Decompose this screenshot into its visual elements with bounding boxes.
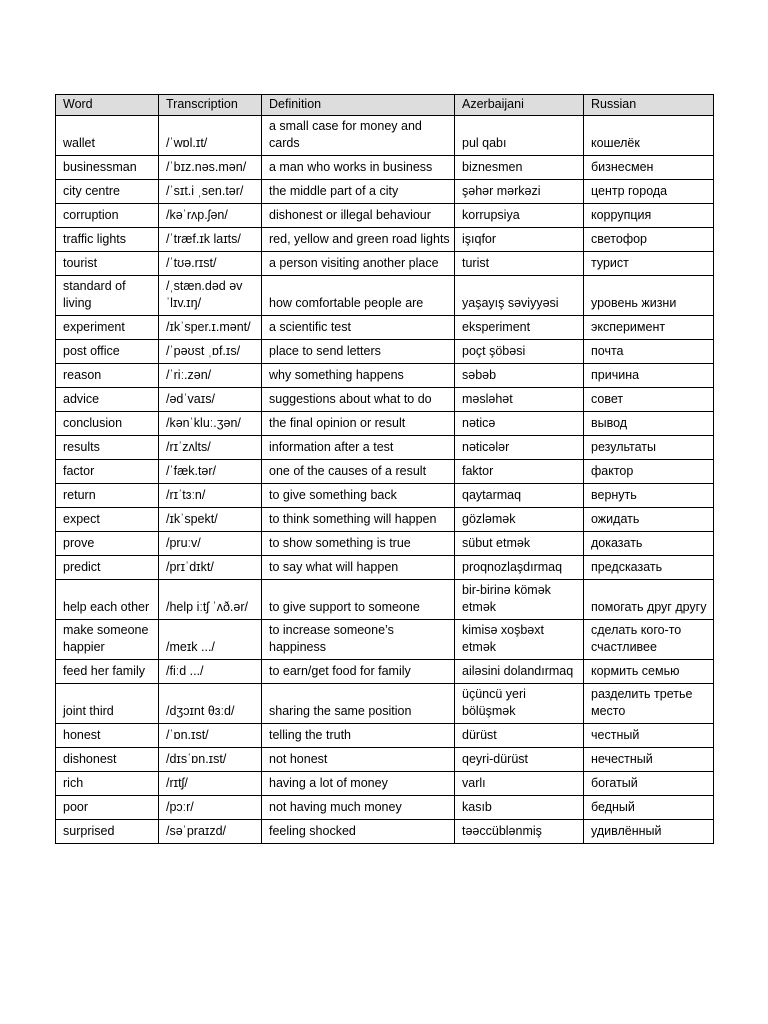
- table-row: [56, 772, 714, 796]
- cell-transcription: /rɪˈzʌlts/: [159, 436, 262, 460]
- table-row: [56, 796, 714, 820]
- cell-definition: why something happens: [262, 364, 455, 388]
- cell-russian: нечестный: [584, 748, 714, 772]
- cell-word: post office: [56, 340, 159, 364]
- cell-definition: to say what will happen: [262, 556, 455, 580]
- cell-azerbaijani: eksperiment: [455, 316, 584, 340]
- cell-russian: разделить третье место: [584, 684, 714, 724]
- cell-azerbaijani: işıqfor: [455, 228, 584, 252]
- cell-definition: to show something is true: [262, 532, 455, 556]
- header-russian: Russian: [584, 95, 714, 116]
- table-row: [56, 316, 714, 340]
- cell-word: expect: [56, 508, 159, 532]
- cell-definition: feeling shocked: [262, 820, 455, 844]
- cell-definition: having a lot of money: [262, 772, 455, 796]
- cell-word: city centre: [56, 180, 159, 204]
- cell-azerbaijani: varlı: [455, 772, 584, 796]
- cell-azerbaijani: biznesmen: [455, 156, 584, 180]
- table-row: [56, 364, 714, 388]
- cell-azerbaijani: nəticələr: [455, 436, 584, 460]
- cell-russian: коррупция: [584, 204, 714, 228]
- cell-azerbaijani: məsləhət: [455, 388, 584, 412]
- table-row: [56, 748, 714, 772]
- table-row: [56, 724, 714, 748]
- cell-transcription: /rɪˈtɜːn/: [159, 484, 262, 508]
- cell-word: honest: [56, 724, 159, 748]
- cell-russian: почта: [584, 340, 714, 364]
- cell-russian: эксперимент: [584, 316, 714, 340]
- cell-azerbaijani: təəccüblənmiş: [455, 820, 584, 844]
- cell-azerbaijani: bir-birinə kömək etmək: [455, 580, 584, 620]
- cell-word: results: [56, 436, 159, 460]
- cell-word: tourist: [56, 252, 159, 276]
- cell-transcription: /ˈtræf.ɪk laɪts/: [159, 228, 262, 252]
- cell-word: reason: [56, 364, 159, 388]
- cell-russian: бедный: [584, 796, 714, 820]
- cell-word: corruption: [56, 204, 159, 228]
- cell-azerbaijani: gözləmək: [455, 508, 584, 532]
- cell-definition: to give support to someone: [262, 580, 455, 620]
- cell-azerbaijani: ailəsini dolandırmaq: [455, 660, 584, 684]
- cell-russian: предсказать: [584, 556, 714, 580]
- cell-russian: турист: [584, 252, 714, 276]
- cell-definition: a scientific test: [262, 316, 455, 340]
- cell-russian: уровень жизни: [584, 276, 714, 316]
- table-row: [56, 228, 714, 252]
- cell-word: standard of living: [56, 276, 159, 316]
- cell-russian: фактор: [584, 460, 714, 484]
- table-row: [56, 532, 714, 556]
- cell-word: factor: [56, 460, 159, 484]
- cell-word: businessman: [56, 156, 159, 180]
- cell-azerbaijani: korrupsiya: [455, 204, 584, 228]
- cell-russian: кормить семью: [584, 660, 714, 684]
- cell-word: experiment: [56, 316, 159, 340]
- cell-transcription: /fiːd .../: [159, 660, 262, 684]
- cell-russian: причина: [584, 364, 714, 388]
- cell-transcription: /ˈfæk.tər/: [159, 460, 262, 484]
- cell-transcription: /ɪkˈspekt/: [159, 508, 262, 532]
- cell-definition: how comfortable people are: [262, 276, 455, 316]
- cell-definition: a man who works in business: [262, 156, 455, 180]
- table-row: [56, 388, 714, 412]
- cell-transcription: /ˈɒn.ɪst/: [159, 724, 262, 748]
- cell-azerbaijani: faktor: [455, 460, 584, 484]
- table-row: [56, 276, 714, 316]
- cell-transcription: /prɪˈdɪkt/: [159, 556, 262, 580]
- table-row: [56, 556, 714, 580]
- cell-word: dishonest: [56, 748, 159, 772]
- cell-word: surprised: [56, 820, 159, 844]
- cell-word: help each other: [56, 580, 159, 620]
- cell-azerbaijani: kimisə xoşbəxt etmək: [455, 620, 584, 660]
- cell-azerbaijani: dürüst: [455, 724, 584, 748]
- cell-transcription: /ˌstæn.dəd əv ˈlɪv.ɪŋ/: [159, 276, 262, 316]
- cell-definition: a small case for money and cards: [262, 116, 455, 156]
- cell-russian: сделать кого-то счастливее: [584, 620, 714, 660]
- cell-transcription: /ˈbɪz.nəs.mən/: [159, 156, 262, 180]
- table-header: [56, 95, 714, 116]
- cell-azerbaijani: poçt şöbəsi: [455, 340, 584, 364]
- cell-russian: честный: [584, 724, 714, 748]
- cell-definition: to give something back: [262, 484, 455, 508]
- cell-azerbaijani: yaşayış səviyyəsi: [455, 276, 584, 316]
- cell-russian: светофор: [584, 228, 714, 252]
- cell-azerbaijani: pul qabı: [455, 116, 584, 156]
- cell-russian: вывод: [584, 412, 714, 436]
- table-row: [56, 252, 714, 276]
- cell-definition: telling the truth: [262, 724, 455, 748]
- cell-word: predict: [56, 556, 159, 580]
- table-row: [56, 116, 714, 156]
- cell-word: poor: [56, 796, 159, 820]
- table-row: [56, 204, 714, 228]
- cell-word: wallet: [56, 116, 159, 156]
- cell-azerbaijani: qaytarmaq: [455, 484, 584, 508]
- cell-transcription: /kəˈrʌp.ʃən/: [159, 204, 262, 228]
- cell-azerbaijani: üçüncü yeri bölüşmək: [455, 684, 584, 724]
- cell-azerbaijani: nəticə: [455, 412, 584, 436]
- cell-transcription: /ədˈvaɪs/: [159, 388, 262, 412]
- cell-russian: вернуть: [584, 484, 714, 508]
- cell-azerbaijani: sübut etmək: [455, 532, 584, 556]
- cell-azerbaijani: şəhər mərkəzi: [455, 180, 584, 204]
- header-transcription: Transcription: [159, 95, 262, 116]
- cell-definition: the middle part of a city: [262, 180, 455, 204]
- cell-definition: to earn/get food for family: [262, 660, 455, 684]
- cell-definition: to increase someone’s happiness: [262, 620, 455, 660]
- cell-definition: not having much money: [262, 796, 455, 820]
- table-row: [56, 180, 714, 204]
- cell-transcription: /səˈpraɪzd/: [159, 820, 262, 844]
- cell-transcription: /kənˈkluː.ʒən/: [159, 412, 262, 436]
- cell-word: traffic lights: [56, 228, 159, 252]
- vocabulary-table: [55, 94, 714, 844]
- cell-word: joint third: [56, 684, 159, 724]
- cell-definition: one of the causes of a result: [262, 460, 455, 484]
- table-row: [56, 436, 714, 460]
- cell-transcription: /meɪk .../: [159, 620, 262, 660]
- header-definition: Definition: [262, 95, 455, 116]
- cell-transcription: /ˈpəʊst ˌɒf.ɪs/: [159, 340, 262, 364]
- table-row: [56, 484, 714, 508]
- cell-definition: a person visiting another place: [262, 252, 455, 276]
- cell-definition: to think something will happen: [262, 508, 455, 532]
- table-row: [56, 620, 714, 660]
- cell-russian: удивлённый: [584, 820, 714, 844]
- cell-definition: dishonest or illegal behaviour: [262, 204, 455, 228]
- table-row: [56, 412, 714, 436]
- cell-transcription: /ˈtʊə.rɪst/: [159, 252, 262, 276]
- table-row: [56, 684, 714, 724]
- cell-transcription: /pɔːr/: [159, 796, 262, 820]
- cell-azerbaijani: kasıb: [455, 796, 584, 820]
- table-row: [56, 580, 714, 620]
- table-row: [56, 508, 714, 532]
- cell-azerbaijani: qeyri-dürüst: [455, 748, 584, 772]
- cell-azerbaijani: proqnozlaşdırmaq: [455, 556, 584, 580]
- cell-word: return: [56, 484, 159, 508]
- table-row: [56, 820, 714, 844]
- cell-transcription: /dɪsˈɒn.ɪst/: [159, 748, 262, 772]
- header-azerbaijani: Azerbaijani: [455, 95, 584, 116]
- cell-transcription: /rɪtʃ/: [159, 772, 262, 796]
- table-row: [56, 340, 714, 364]
- cell-definition: suggestions about what to do: [262, 388, 455, 412]
- cell-russian: кошелёк: [584, 116, 714, 156]
- cell-definition: information after a test: [262, 436, 455, 460]
- cell-transcription: /dʒɔɪnt θɜːd/: [159, 684, 262, 724]
- header-word: Word: [56, 95, 159, 116]
- cell-definition: sharing the same position: [262, 684, 455, 724]
- table-row: [56, 156, 714, 180]
- cell-word: make someone happier: [56, 620, 159, 660]
- cell-azerbaijani: turist: [455, 252, 584, 276]
- cell-word: advice: [56, 388, 159, 412]
- cell-transcription: /ˈwɒl.ɪt/: [159, 116, 262, 156]
- cell-russian: результаты: [584, 436, 714, 460]
- cell-word: rich: [56, 772, 159, 796]
- cell-russian: богатый: [584, 772, 714, 796]
- cell-azerbaijani: səbəb: [455, 364, 584, 388]
- cell-russian: помогать друг другу: [584, 580, 714, 620]
- cell-definition: the final opinion or result: [262, 412, 455, 436]
- cell-word: conclusion: [56, 412, 159, 436]
- cell-word: feed her family: [56, 660, 159, 684]
- table-row: [56, 460, 714, 484]
- cell-word: prove: [56, 532, 159, 556]
- cell-definition: not honest: [262, 748, 455, 772]
- cell-transcription: /ˈsɪt.i ˌsen.tər/: [159, 180, 262, 204]
- cell-transcription: /pruːv/: [159, 532, 262, 556]
- cell-russian: ожидать: [584, 508, 714, 532]
- cell-russian: центр города: [584, 180, 714, 204]
- cell-russian: бизнесмен: [584, 156, 714, 180]
- cell-definition: red, yellow and green road lights: [262, 228, 455, 252]
- cell-transcription: /ɪkˈsper.ɪ.mənt/: [159, 316, 262, 340]
- cell-definition: place to send letters: [262, 340, 455, 364]
- table-body: [56, 116, 714, 844]
- table-row: [56, 660, 714, 684]
- cell-transcription: /help iːtʃ ˈʌð.ər/: [159, 580, 262, 620]
- cell-russian: доказать: [584, 532, 714, 556]
- cell-russian: совет: [584, 388, 714, 412]
- header-row: [56, 95, 714, 116]
- cell-transcription: /ˈriː.zən/: [159, 364, 262, 388]
